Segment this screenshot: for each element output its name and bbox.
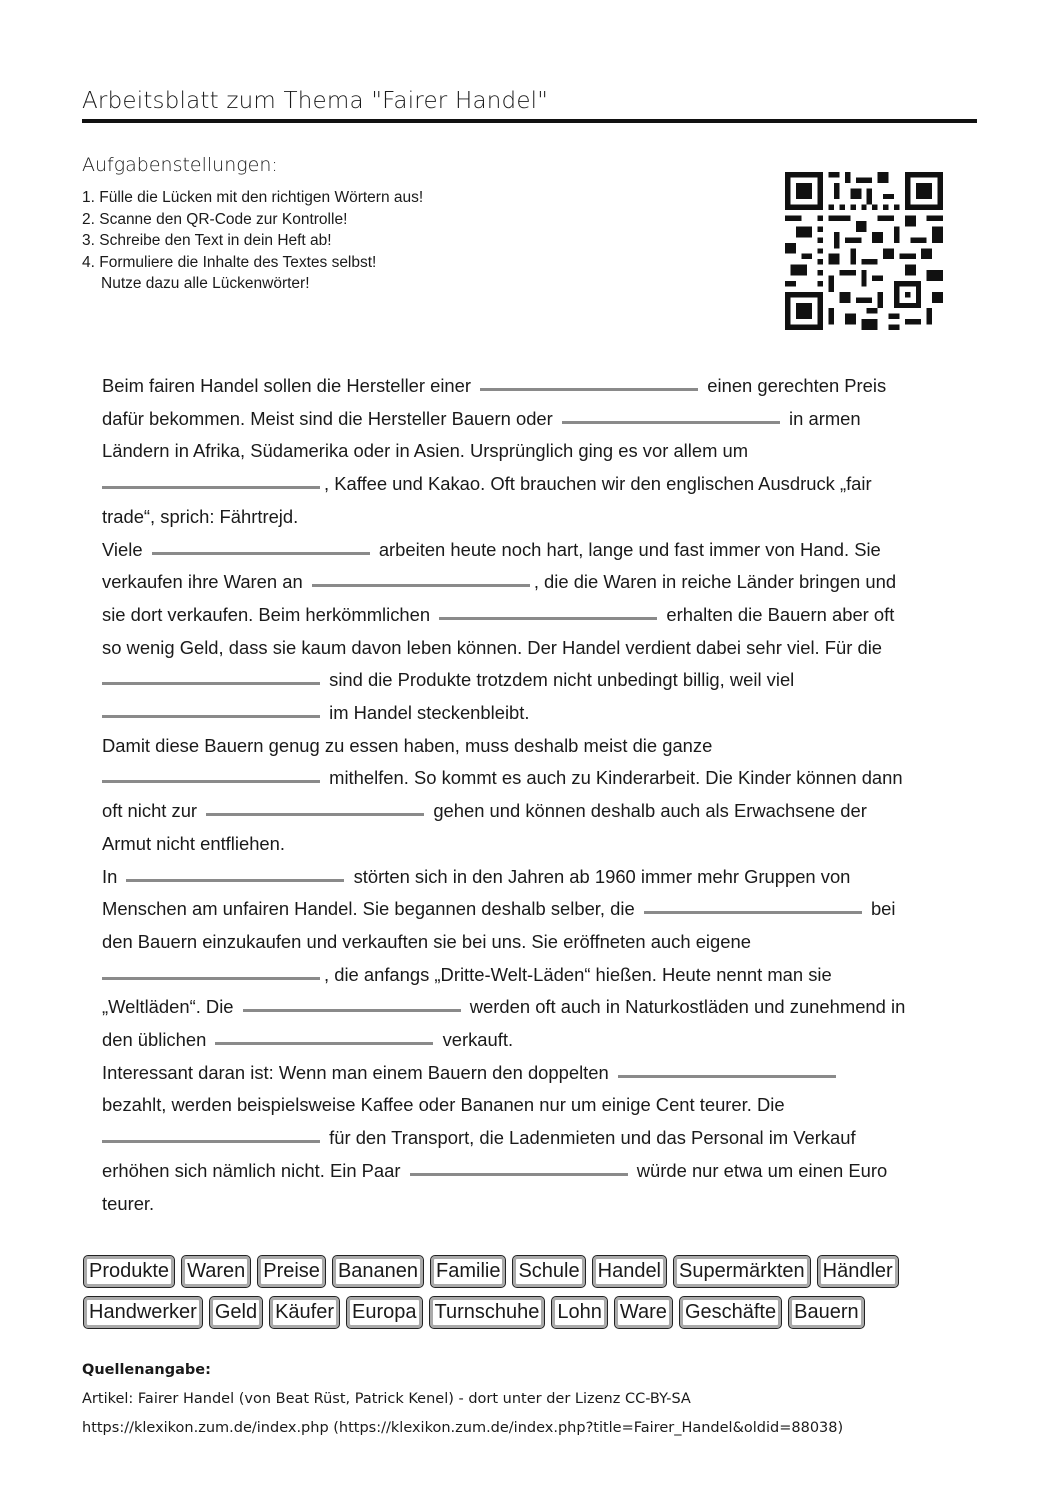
- source-section: [82, 1356, 843, 1443]
- blank-field[interactable]: [215, 1041, 433, 1045]
- text-line: im Handel steckenbleibt.: [102, 697, 962, 730]
- qr-code-icon[interactable]: [785, 172, 943, 330]
- word-chip[interactable]: Waren: [181, 1255, 251, 1288]
- word-chip[interactable]: Handel: [592, 1255, 667, 1288]
- text-line: erhöhen sich nämlich nicht. Ein Paar würde nur etwa um einen Euro: [102, 1159, 888, 1181]
- blank-field[interactable]: [102, 681, 320, 685]
- word-chip[interactable]: Turnschuhe: [429, 1296, 546, 1329]
- text-line: bezahlt, werden beispielsweise Kaffee oder Bananen nur um einige Cent teurer. Die: [102, 1094, 785, 1116]
- word-chip[interactable]: Supermärkten: [673, 1255, 811, 1288]
- source-heading: Quellenangabe:: [82, 1362, 211, 1378]
- task-item: 1. Fülle die Lücken mit den richtigen Wörtern aus!: [82, 189, 424, 206]
- tasks-heading: Aufgabenstellungen:: [82, 154, 278, 176]
- source-line: Artikel: Fairer Handel (von Beat Rüst, Patrick Kenel) - dort unter der Lizenz CC-BY-SA: [82, 1391, 691, 1407]
- word-chip[interactable]: Geld: [209, 1296, 263, 1329]
- text-line: den Bauern einzukaufen und verkauften sie bei uns. Sie eröffneten auch eigene: [102, 930, 751, 952]
- blank-field[interactable]: [102, 976, 320, 980]
- task-item: 3. Schreibe den Text in dein Heft ab!: [82, 232, 332, 249]
- text-line: Menschen am unfairen Handel. Sie begannen deshalb selber, die bei: [102, 898, 896, 920]
- task-item: 4. Formuliere die Inhalte des Textes selbst!: [82, 253, 377, 271]
- text-line: sind die Produkte trotzdem nicht unbedingt billig, weil viel: [102, 664, 962, 697]
- word-chip[interactable]: Produkte: [83, 1255, 175, 1288]
- blank-field[interactable]: [480, 387, 698, 391]
- blank-field[interactable]: [618, 1074, 836, 1078]
- task-item: Nutze dazu alle Lückenwörter!: [101, 275, 310, 292]
- word-bank: [83, 1255, 983, 1337]
- blank-field[interactable]: [206, 812, 424, 816]
- word-chip[interactable]: Ware: [614, 1296, 673, 1329]
- blank-field[interactable]: [102, 779, 320, 783]
- task-list: [82, 187, 423, 295]
- blank-field[interactable]: [243, 1008, 461, 1012]
- word-chip[interactable]: Preise: [257, 1255, 326, 1288]
- text-line: den üblichen verkauft.: [102, 1029, 514, 1051]
- text-line: Viele arbeiten heute noch hart, lange und fast immer von Hand. Sie: [102, 538, 881, 560]
- text-line: „Weltläden“. Die werden oft auch in Naturkostläden und zunehmend in: [102, 996, 906, 1018]
- blank-field[interactable]: [102, 485, 320, 489]
- word-chip[interactable]: Europa: [346, 1296, 423, 1329]
- word-chip[interactable]: Bauern: [788, 1296, 865, 1329]
- text-line: In störten sich in den Jahren ab 1960 immer mehr Gruppen von: [102, 865, 851, 887]
- text-line: , Kaffee und Kakao. Oft brauchen wir den englischen Ausdruck „fair: [102, 468, 962, 501]
- page-title: Arbeitsblatt zum Thema "Fairer Handel": [82, 88, 549, 114]
- blank-field[interactable]: [562, 420, 780, 424]
- cloze-text: [102, 370, 962, 1220]
- word-chip[interactable]: Käufer: [269, 1296, 340, 1329]
- text-line: Damit diese Bauern genug zu essen haben, muss deshalb meist die ganze: [102, 734, 713, 756]
- word-bank-row: [83, 1255, 983, 1288]
- word-chip[interactable]: Geschäfte: [679, 1296, 782, 1329]
- text-line: Interessant daran ist: Wenn man einem Bauern den doppelten: [102, 1057, 962, 1090]
- text-line: für den Transport, die Ladenmieten und das Personal im Verkauf: [102, 1122, 962, 1155]
- text-line: oft nicht zur gehen und können deshalb auch als Erwachsene der: [102, 800, 867, 822]
- text-line: trade“, sprich: Fährtrejd.: [102, 505, 299, 527]
- source-link[interactable]: https://klexikon.zum.de/index.php (https://klexikon.zum.de/index.php?title=Fairer_Handel&oldid=88038): [82, 1420, 844, 1436]
- word-bank-row: [83, 1296, 983, 1329]
- blank-field[interactable]: [152, 551, 370, 555]
- text-line: teurer.: [102, 1192, 155, 1214]
- blank-field[interactable]: [102, 714, 320, 718]
- blank-field[interactable]: [644, 910, 862, 914]
- text-line: dafür bekommen. Meist sind die Hersteller Bauern oder in armen: [102, 407, 861, 429]
- text-line: sie dort verkaufen. Beim herkömmlichen erhalten die Bauern aber oft: [102, 603, 895, 625]
- word-chip[interactable]: Handwerker: [83, 1296, 203, 1329]
- title-divider: [82, 119, 977, 123]
- word-chip[interactable]: Bananen: [332, 1255, 424, 1288]
- word-chip[interactable]: Lohn: [551, 1296, 608, 1329]
- text-line: Armut nicht entfliehen.: [102, 832, 285, 854]
- blank-field[interactable]: [102, 1139, 320, 1143]
- blank-field[interactable]: [439, 616, 657, 620]
- text-line: Beim fairen Handel sollen die Hersteller einer einen gerechten Preis: [102, 375, 887, 396]
- blank-field[interactable]: [410, 1172, 628, 1176]
- text-line: verkaufen ihre Waren an , die die Waren in reiche Länder bringen und: [102, 571, 897, 593]
- word-chip[interactable]: Schule: [512, 1255, 585, 1288]
- task-item: 2. Scanne den QR-Code zur Kontrolle!: [82, 210, 348, 228]
- text-line: Ländern in Afrika, Südamerika oder in Asien. Ursprünglich ging es vor allem um: [102, 440, 749, 462]
- text-line: so wenig Geld, dass sie kaum davon leben können. Der Handel verdient dabei sehr viel. Für die: [102, 636, 883, 658]
- blank-field[interactable]: [312, 583, 530, 587]
- word-chip[interactable]: Händler: [817, 1255, 899, 1288]
- text-line: , die anfangs „Dritte-Welt-Läden“ hießen. Heute nennt man sie: [102, 959, 962, 992]
- blank-field[interactable]: [126, 878, 344, 882]
- text-line: mithelfen. So kommt es auch zu Kinderarbeit. Die Kinder können dann: [102, 762, 962, 795]
- word-chip[interactable]: Familie: [430, 1255, 506, 1288]
